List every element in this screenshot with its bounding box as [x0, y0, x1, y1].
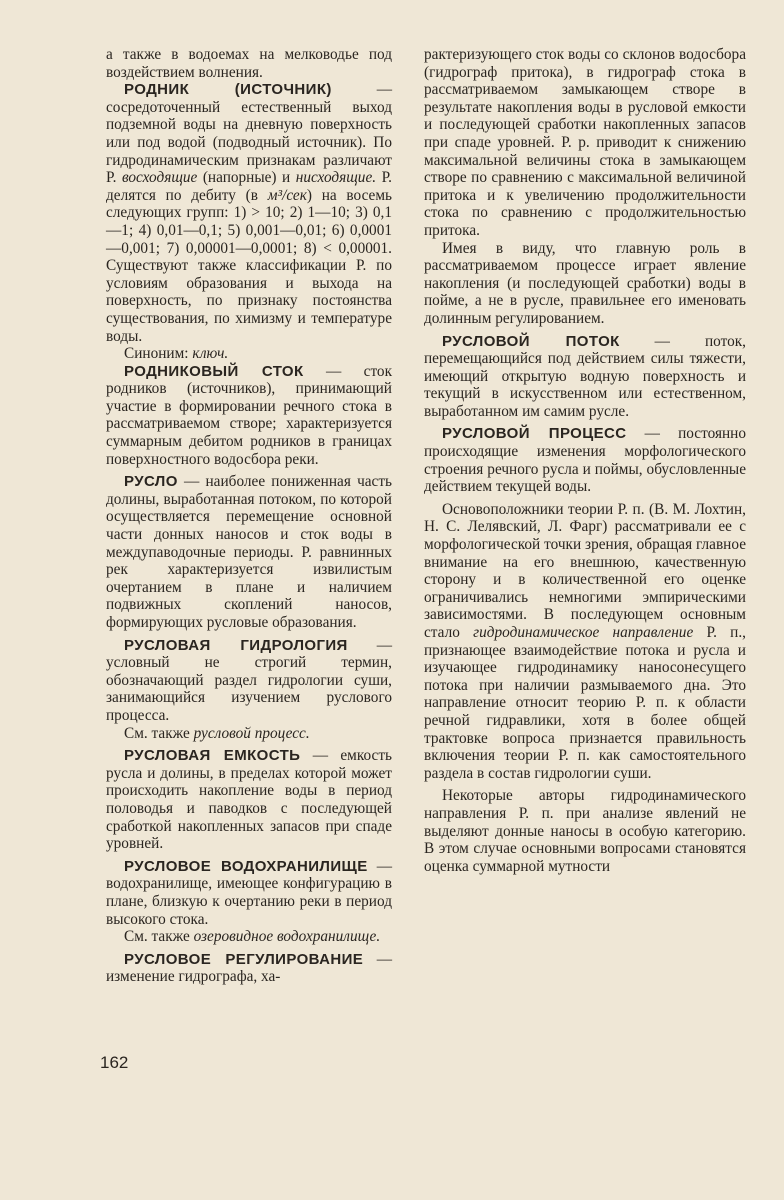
entry-term: РУСЛОВОЙ ПОТОК: [442, 332, 620, 350]
entry-term: РУСЛОВАЯ ГИДРОЛОГИЯ: [124, 636, 348, 654]
paragraph-text: Основоположники теории Р. п. (В. М. Лохтин, Н. С. Лелявский, Л. Фарг) рассматривали ее с морфологической точки зрения, обращая главное внимание на его внешнюю, качественную сторону и в количественной его оценке ограничивались немногими эмпирическими зависимостями. В последующем основным стало: [424, 500, 746, 641]
entry-definition: — сток родников (источников), принимающий участие в формировании речного стока в рассматриваемом створе; характеризуется суммарным дебитом родников в границах поверхностного водосбора реки.: [106, 363, 392, 468]
entry-definition: [106, 81, 392, 344]
entry-rodnikovyi-stok: [106, 363, 392, 469]
entry-term: РУСЛОВОЕ ВОДОХРАНИЛИЩЕ: [124, 857, 368, 875]
entry-ruslovaya-gidrologiya: [106, 637, 392, 725]
definition-text: ) на восемь следующих групп: 1) > 10; 2) 1—10; 3) 0,1—1; 4) 0,01—0,1; 5) 0,001—0,01; 6) 0,0001—0,001; 7) 0,00001—0,0001; 8) < 0,00001. Существуют также классификации Р. по условиям образования и выхода на поверхность, по признаку постоянства существования, по химизму и температуре воды.: [106, 186, 392, 345]
entry-definition: — водохранилище, имеющее конфигурацию в плане, близкую к очертанию реки в период высокого стока.: [106, 858, 392, 928]
paragraph-italic: гидродинамическое направление: [473, 624, 694, 641]
definition-text: (напорные) и: [197, 169, 296, 187]
entry-rodnik: [106, 81, 392, 345]
entry-term: РУСЛОВОЕ РЕГУЛИРОВАНИЕ: [124, 950, 364, 968]
entry-ruslovaya-emkost: [106, 747, 392, 853]
definition-italic: м³/сек: [267, 186, 307, 204]
paragraph-text: Р. п., признающее взаимодействие потока и русла и изучающее гидродинамику наносонесущего потока при наличии размываемого дна. Это направление относит теорию Р. п. к области речной гидравлики, хотя в более общей трактовке вопроса признается правильность включения теории Р. п. как самостоятельного раздела в состав гидрологии суши.: [424, 624, 746, 782]
entry-term: РУСЛОВАЯ ЕМКОСТЬ: [124, 747, 301, 765]
paragraph: [424, 501, 746, 783]
entry-definition: — постоянно происходящие изменения морфологического строения речного русла и поймы, обусловленные действием текущей воды.: [424, 425, 746, 495]
entry-term: РОДНИК (ИСТОЧНИК): [124, 81, 332, 99]
see-also-line: [106, 928, 392, 946]
paragraph: Некоторые авторы гидродинамического направления Р. п. при анализе явлений не выделяют донные наносы в особую категорию. В этом случае основными вопросами становятся оценка суммарной мутности: [424, 787, 746, 875]
entry-ruslo: [106, 473, 392, 631]
entry-definition: — условный не строгий термин, обозначающий раздел гидрологии суши, занимающийся изучением руслового процесса.: [106, 637, 392, 724]
entry-term: РУСЛОВОЙ ПРОЦЕСС: [442, 425, 627, 443]
definition-text: Р. делятся по дебиту (в: [106, 169, 393, 204]
entry-term: РОДНИКОВЫЙ СТОК: [124, 362, 304, 380]
entry-ruslovoi-potok: [424, 333, 746, 421]
synonym-word: ключ.: [192, 345, 229, 363]
entry-definition: — поток, перемещающийся под действием силы тяжести, имеющий открытую водную поверхность и текущий в искусственном или естественном, выработанном им самим русле.: [424, 333, 746, 420]
entry-definition: — наиболее пониженная часть долины, выработанная потоком, по которой осуществляется перемещение основной части донных наносов и сток воды в междупаводочные периоды. Р. равнинных рек характеризуется извилистым очертанием в плане и наличием подвижных скоплений наносов, формирующих русловые образования.: [106, 473, 392, 631]
synonym-line: [106, 345, 392, 363]
page-number: 162: [100, 1053, 129, 1072]
see-also-ref: русловой процесс.: [193, 724, 310, 742]
entry-definition: — изменение гидрографа, ха-: [106, 951, 392, 986]
see-also-line: [106, 725, 392, 743]
right-column: [424, 46, 746, 875]
entry-term: РУСЛО: [124, 473, 178, 491]
paragraph: Имея в виду, что главную роль в рассматриваемом процессе играет явление накопления (и последующей сработки) воды в пойме, а не в русле, правильнее его именовать долинным регулированием.: [424, 239, 746, 327]
see-also-label: См. также: [124, 724, 194, 742]
entry-ruslovoi-protsess: [424, 425, 746, 495]
continued-text: рактеризующего сток воды со склонов водосбора (гидрограф притока), в гидрограф стока в рассматриваемом замыкающем створе в результате накопления воды в русловой емкости и последующей сработки накопленных запасов при спаде уровней. Р. р. приводит к снижению максимальной величины стока в замыкающем створе по сравнению с максимальной величиной притока и к увеличению продолжительности стока по сравнению с продолжительностью притока.: [424, 46, 746, 239]
synonym-label: Синоним:: [124, 345, 193, 363]
left-column: [106, 46, 392, 986]
continued-text: а также в водоемах на мелководье под воздействием волнения.: [106, 46, 392, 81]
entry-ruslovoe-vodokhranilishche: [106, 858, 392, 928]
definition-italic: восходящие: [121, 169, 198, 187]
entry-ruslovoe-regulirovanie: [106, 951, 392, 986]
entry-definition: — емкость русла и долины, в пределах которой может происходить накопление воды в период половодья и паводков с последующей сработкой накопленных запасов при спаде уровней.: [106, 747, 392, 852]
see-also-label: См. также: [124, 928, 194, 946]
definition-italic: нисходящие.: [295, 169, 377, 187]
definition-text: сосредоточенный естественный выход подземной воды на дневную поверхность или под водой (подводный источник). По гидродинамическим признакам различают Р.: [106, 98, 392, 187]
see-also-ref: озеровидное водохранилище.: [193, 928, 381, 946]
